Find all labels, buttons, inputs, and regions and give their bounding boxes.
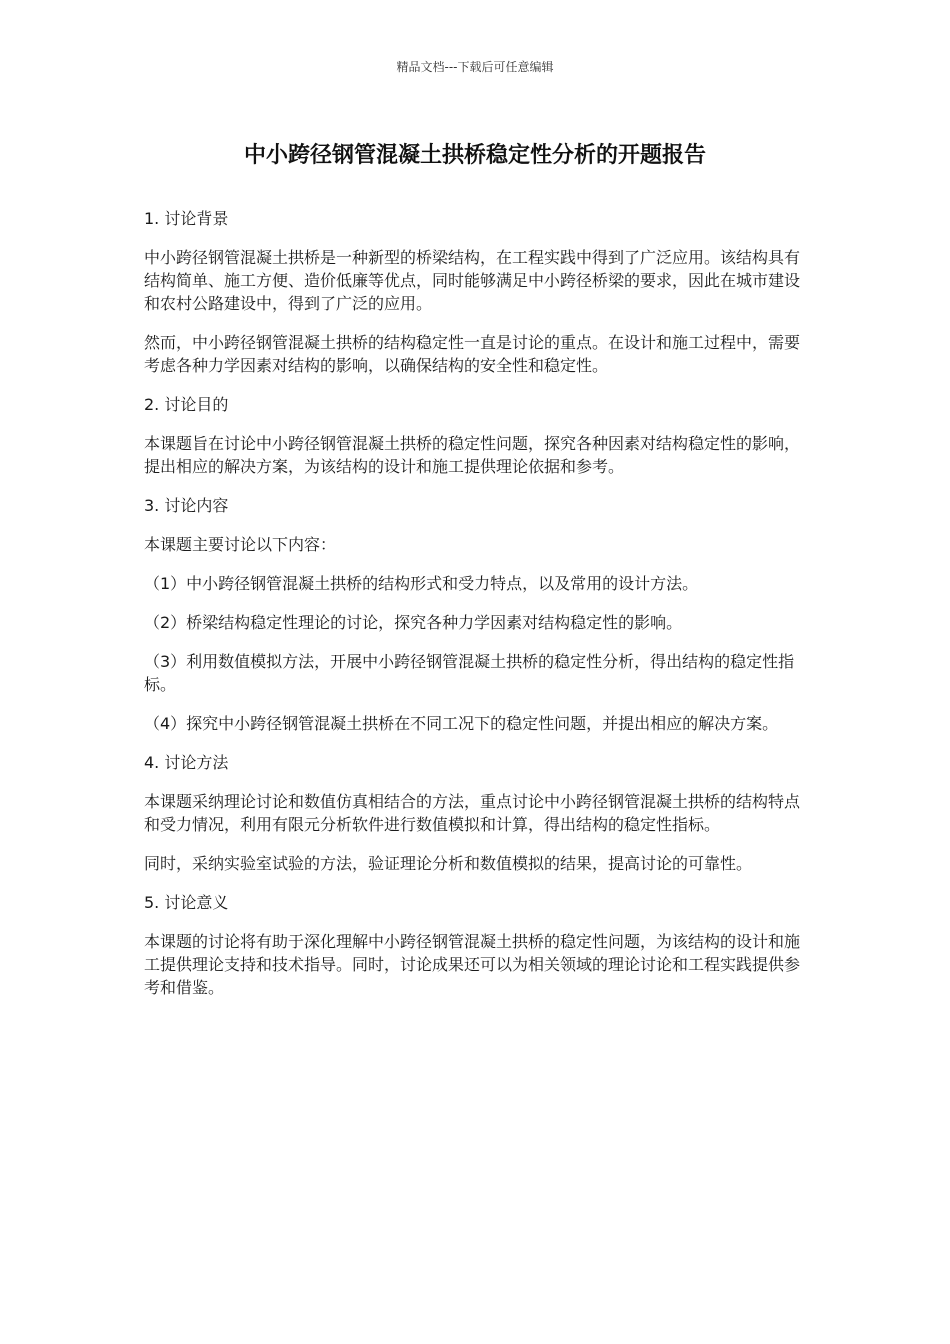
- paragraph: 本课题旨在讨论中小跨径钢管混凝土拱桥的稳定性问题，探究各种因素对结构稳定性的影响，提出相应的解决方案，为该结构的设计和施工提供理论依据和参考。: [144, 434, 801, 476]
- document-body: [144, 207, 808, 1015]
- section-heading-content: 3. 讨论内容: [144, 496, 229, 515]
- paragraph: 然而，中小跨径钢管混凝土拱桥的结构稳定性一直是讨论的重点。在设计和施工过程中，需要考虑各种力学因素对结构的影响，以确保结构的安全性和稳定性。: [144, 333, 801, 375]
- paragraph: 本课题采纳理论讨论和数值仿真相结合的方法，重点讨论中小跨径钢管混凝土拱桥的结构特点和受力情况，利用有限元分析软件进行数值模拟和计算，得出结构的稳定性指标。: [144, 792, 801, 834]
- document-title: 中小跨径钢管混凝土拱桥稳定性分析的开题报告: [243, 143, 706, 168]
- paragraph: 本课题主要讨论以下内容：: [144, 535, 337, 554]
- section-heading-purpose: 2. 讨论目的: [144, 395, 229, 414]
- list-item: （3）利用数值模拟方法，开展中小跨径钢管混凝土拱桥的稳定性分析，得出结构的稳定性指标。: [144, 652, 795, 694]
- paragraph: 本课题的讨论将有助于深化理解中小跨径钢管混凝土拱桥的稳定性问题，为该结构的设计和施工提供理论支持和技术指导。同时，讨论成果还可以为相关领域的理论讨论和工程实践提供参考和借鉴。: [144, 932, 801, 997]
- list-item: （4）探究中小跨径钢管混凝土拱桥在不同工况下的稳定性问题，并提出相应的解决方案。: [144, 714, 779, 733]
- section-heading-method: 4. 讨论方法: [144, 753, 229, 772]
- paragraph: 中小跨径钢管混凝土拱桥是一种新型的桥梁结构，在工程实践中得到了广泛应用。该结构具有结构简单、施工方便、造价低廉等优点，同时能够满足中小跨径桥梁的要求，因此在城市建设和农村公路建设中，得到了广泛的应用。: [144, 248, 801, 313]
- list-item: （1）中小跨径钢管混凝土拱桥的结构形式和受力特点，以及常用的设计方法。: [144, 574, 699, 593]
- section-heading-background: 1. 讨论背景: [144, 209, 229, 228]
- header-note: 精品文档---下载后可任意编辑: [396, 60, 554, 74]
- section-heading-significance: 5. 讨论意义: [144, 893, 229, 912]
- list-item: （2）桥梁结构稳定性理论的讨论，探究各种力学因素对结构稳定性的影响。: [144, 613, 683, 632]
- paragraph: 同时，采纳实验室试验的方法，验证理论分析和数值模拟的结果，提高讨论的可靠性。: [144, 854, 753, 873]
